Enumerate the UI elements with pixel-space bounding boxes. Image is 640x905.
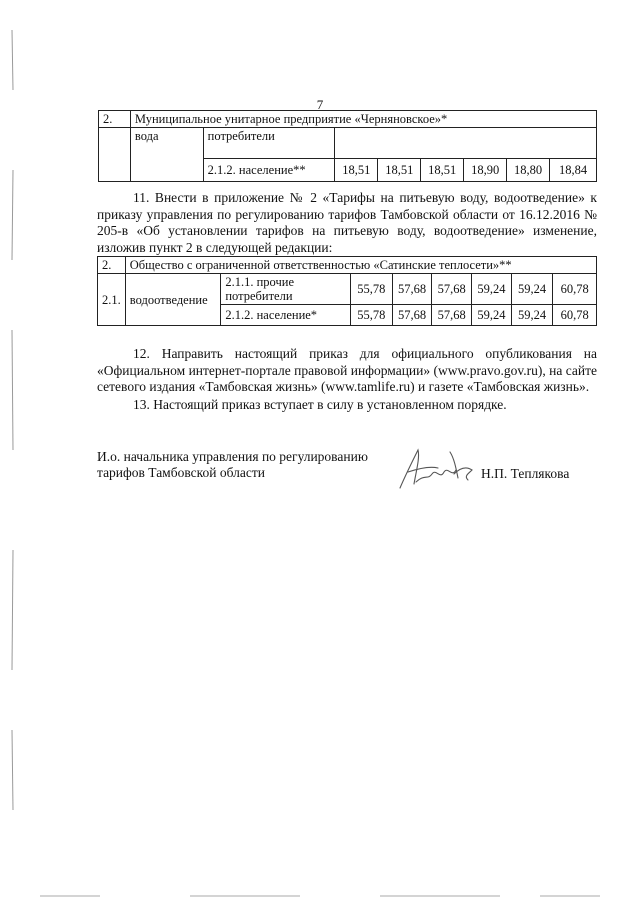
table-row: [98, 257, 597, 274]
tariff-value: 60,78: [553, 274, 597, 305]
signatory-name: Н.П. Теплякова: [481, 466, 570, 481]
tariff-value: 57,68: [392, 274, 432, 305]
tariff-value: 57,68: [392, 305, 432, 326]
table-row: [98, 274, 597, 305]
tariff-value: 59,24: [472, 305, 512, 326]
tariff-value: 59,24: [472, 274, 512, 305]
paragraph-13: 13. Настоящий приказ вступает в силу в установленном порядке.: [133, 397, 507, 412]
row-number: 2.: [99, 111, 131, 128]
table-row: [99, 111, 597, 128]
row-number: 2.1.: [98, 274, 126, 326]
tariff-table-satinskie: [97, 256, 597, 326]
tariff-table-chernyanovskoe: [98, 110, 597, 182]
page-number: 7: [316, 97, 324, 112]
handwritten-signature: [394, 444, 478, 494]
tariff-value: 59,24: [511, 274, 553, 305]
tariff-value: 18,51: [421, 159, 464, 182]
consumer-category: 2.1.2. население*: [221, 305, 351, 326]
consumer-category: 2.1.2. население**: [203, 159, 335, 182]
scan-bottom-marks: [40, 893, 620, 899]
tariff-value: 18,84: [550, 159, 597, 182]
scan-edge-marks: [6, 30, 20, 830]
tariff-value: 59,24: [511, 305, 553, 326]
tariff-value: 55,78: [351, 305, 393, 326]
consumer-category: потребители: [203, 128, 335, 159]
paragraph-12: 12. Направить настоящий приказ для официального опубликования на «Официальном интернет-портале правовой информации» (www.pravo.gov.ru), на сайте сетевого издания «Тамбовская жизнь» (www.tamlife.ru) и газете «Тамбовская жизнь».: [97, 346, 597, 394]
tariff-value: 18,51: [378, 159, 421, 182]
tariff-value: 57,68: [432, 305, 472, 326]
organization-name: Общество с ограниченной ответственностью «Сатинские теплосети»**: [125, 257, 596, 274]
tariff-value: 18,51: [335, 159, 378, 182]
paragraph-11: 11. Внести в приложение № 2 «Тарифы на питьевую воду, водоотведение» к приказу управления по регулированию тарифов Тамбовской области от 16.12.2016 № 205-в «Об установлении тарифов на питьевую воду, водоотведение» изменение, изложив пункт 2 в следующей редакции:: [97, 190, 597, 255]
tariff-value: 55,78: [351, 274, 393, 305]
table-row: [99, 128, 597, 159]
consumer-category: 2.1.1. прочие потребители: [221, 274, 351, 305]
organization-name: Муниципальное унитарное предприятие «Черняновское»*: [130, 111, 596, 128]
service-type: водоотведение: [125, 274, 221, 326]
row-number: 2.: [98, 257, 126, 274]
tariff-value: 18,80: [507, 159, 550, 182]
service-type: вода: [130, 128, 203, 182]
signatory-title: И.о. начальника управления по регулированию тарифов Тамбовской области: [97, 449, 368, 480]
tariff-value: 18,90: [464, 159, 507, 182]
tariff-value: 60,78: [553, 305, 597, 326]
tariff-value: 57,68: [432, 274, 472, 305]
